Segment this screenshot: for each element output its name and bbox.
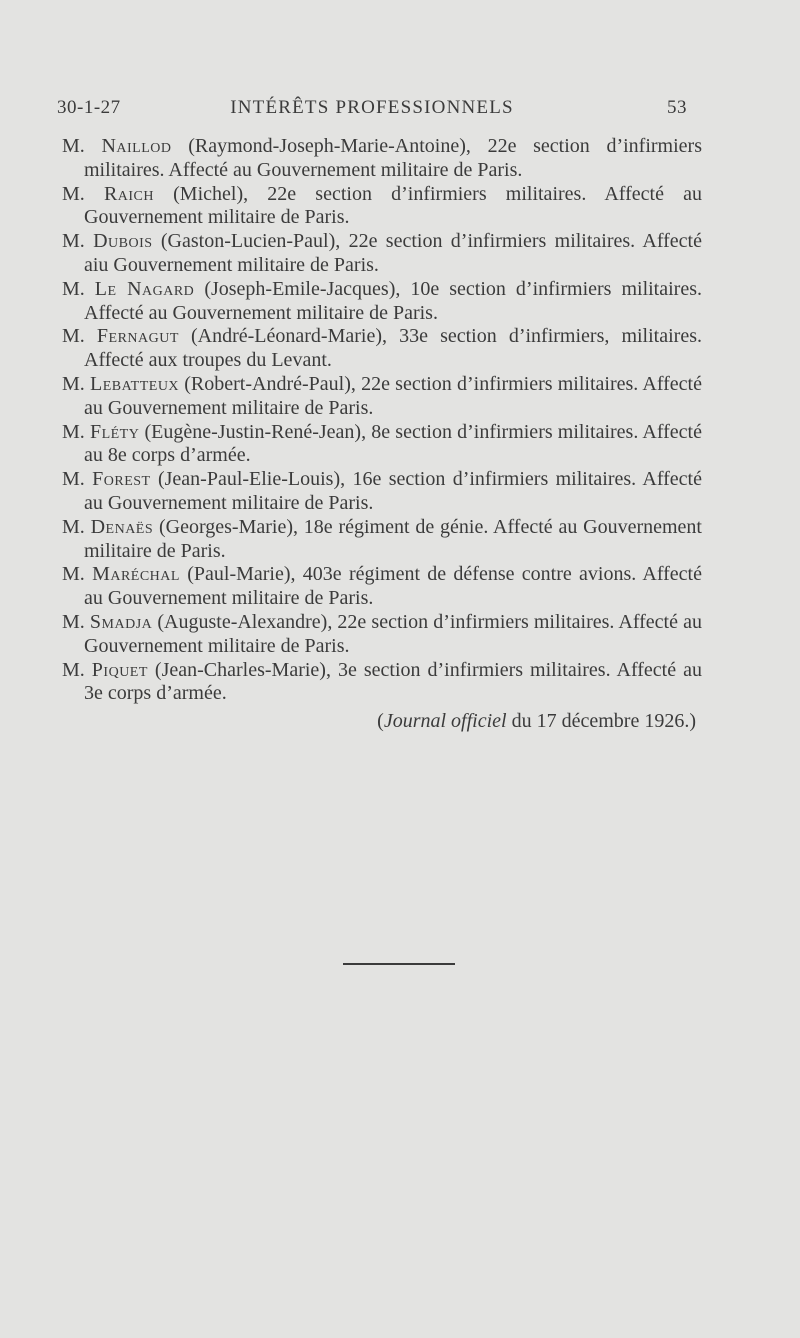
person-name: Le Nagard xyxy=(94,277,195,300)
person-name: Fléty xyxy=(89,420,140,443)
journal-title: Journal officiel xyxy=(383,710,507,733)
person-name: Smadja xyxy=(89,610,153,633)
entry-list xyxy=(62,135,702,734)
list-item: M. Dubois (Gaston-Lucien-Paul), 22e section d’infirmiers militaires. Affecté aiu Gouvernement militaire de Paris. xyxy=(62,230,702,276)
person-name: Lebatteux xyxy=(90,372,180,395)
list-item: M. Fléty (Eugène-Justin-René-Jean), 8e section d’infirmiers militaires. Affecté au 8e corps d’armée. xyxy=(62,420,702,467)
section-divider xyxy=(343,963,455,965)
list-item: M. Le Nagard (Joseph-Emile-Jacques), 10e section d’infirmiers militaires. Affecté au Gouvernement militaire de Paris. xyxy=(62,277,702,324)
list-item: M. Denaës (Georges-Marie), 18e régiment de génie. Affecté au Gouvernement militaire de Paris. xyxy=(62,515,702,562)
list-item: M. Maréchal (Paul-Marie), 403e régiment de défense contre avions. Affecté au Gouvernement militaire de Paris. xyxy=(62,563,702,610)
person-name: Naillod xyxy=(101,135,172,157)
list-item: M. Fernagut (André-Léonard-Marie), 33e section d’infirmiers, militaires. Affecté aux troupes du Levant. xyxy=(62,325,702,372)
page-header xyxy=(57,97,687,123)
list-item: M. Piquet (Jean-Charles-Marie), 3e section d’infirmiers militaires. Affecté au 3e corps d’armée. xyxy=(62,658,702,705)
list-item: M. Naillod (Raymond-Joseph-Marie-Antoine), 22e section d’infirmiers militaires. Affecté au Gouvernement militaire de Paris. xyxy=(62,135,702,181)
person-name: Forest xyxy=(92,468,151,491)
list-item: M. Forest (Jean-Paul-Elie-Louis), 16e section d’infirmiers militaires. Affecté au Gouvernement militaire de Paris. xyxy=(62,468,702,514)
page-number: 53 xyxy=(667,97,687,118)
person-name: Fernagut xyxy=(96,325,179,348)
source-citation: (Journal officiel du 17 décembre 1926.) xyxy=(377,710,696,733)
list-item: M. Lebatteux (Robert-André-Paul), 22e section d’infirmiers militaires. Affecté au Gouvernement militaire de Paris. xyxy=(62,372,702,419)
header-title: INTÉRÊTS PROFESSIONNELS xyxy=(230,97,514,118)
list-item: M. Raich (Michel), 22e section d’infirmiers militaires. Affecté au Gouvernement militaire de Paris. xyxy=(62,182,702,229)
person-name: Denaës xyxy=(90,515,154,538)
person-name: Piquet xyxy=(91,658,148,681)
list-item: M. Smadja (Auguste-Alexandre), 22e section d’infirmiers militaires. Affecté au Gouvernement militaire de Paris. xyxy=(62,610,702,657)
person-name: Raich xyxy=(103,182,154,205)
person-name: Maréchal xyxy=(92,563,180,586)
header-date: 30-1-27 xyxy=(57,97,121,118)
person-name: Dubois xyxy=(93,230,153,253)
